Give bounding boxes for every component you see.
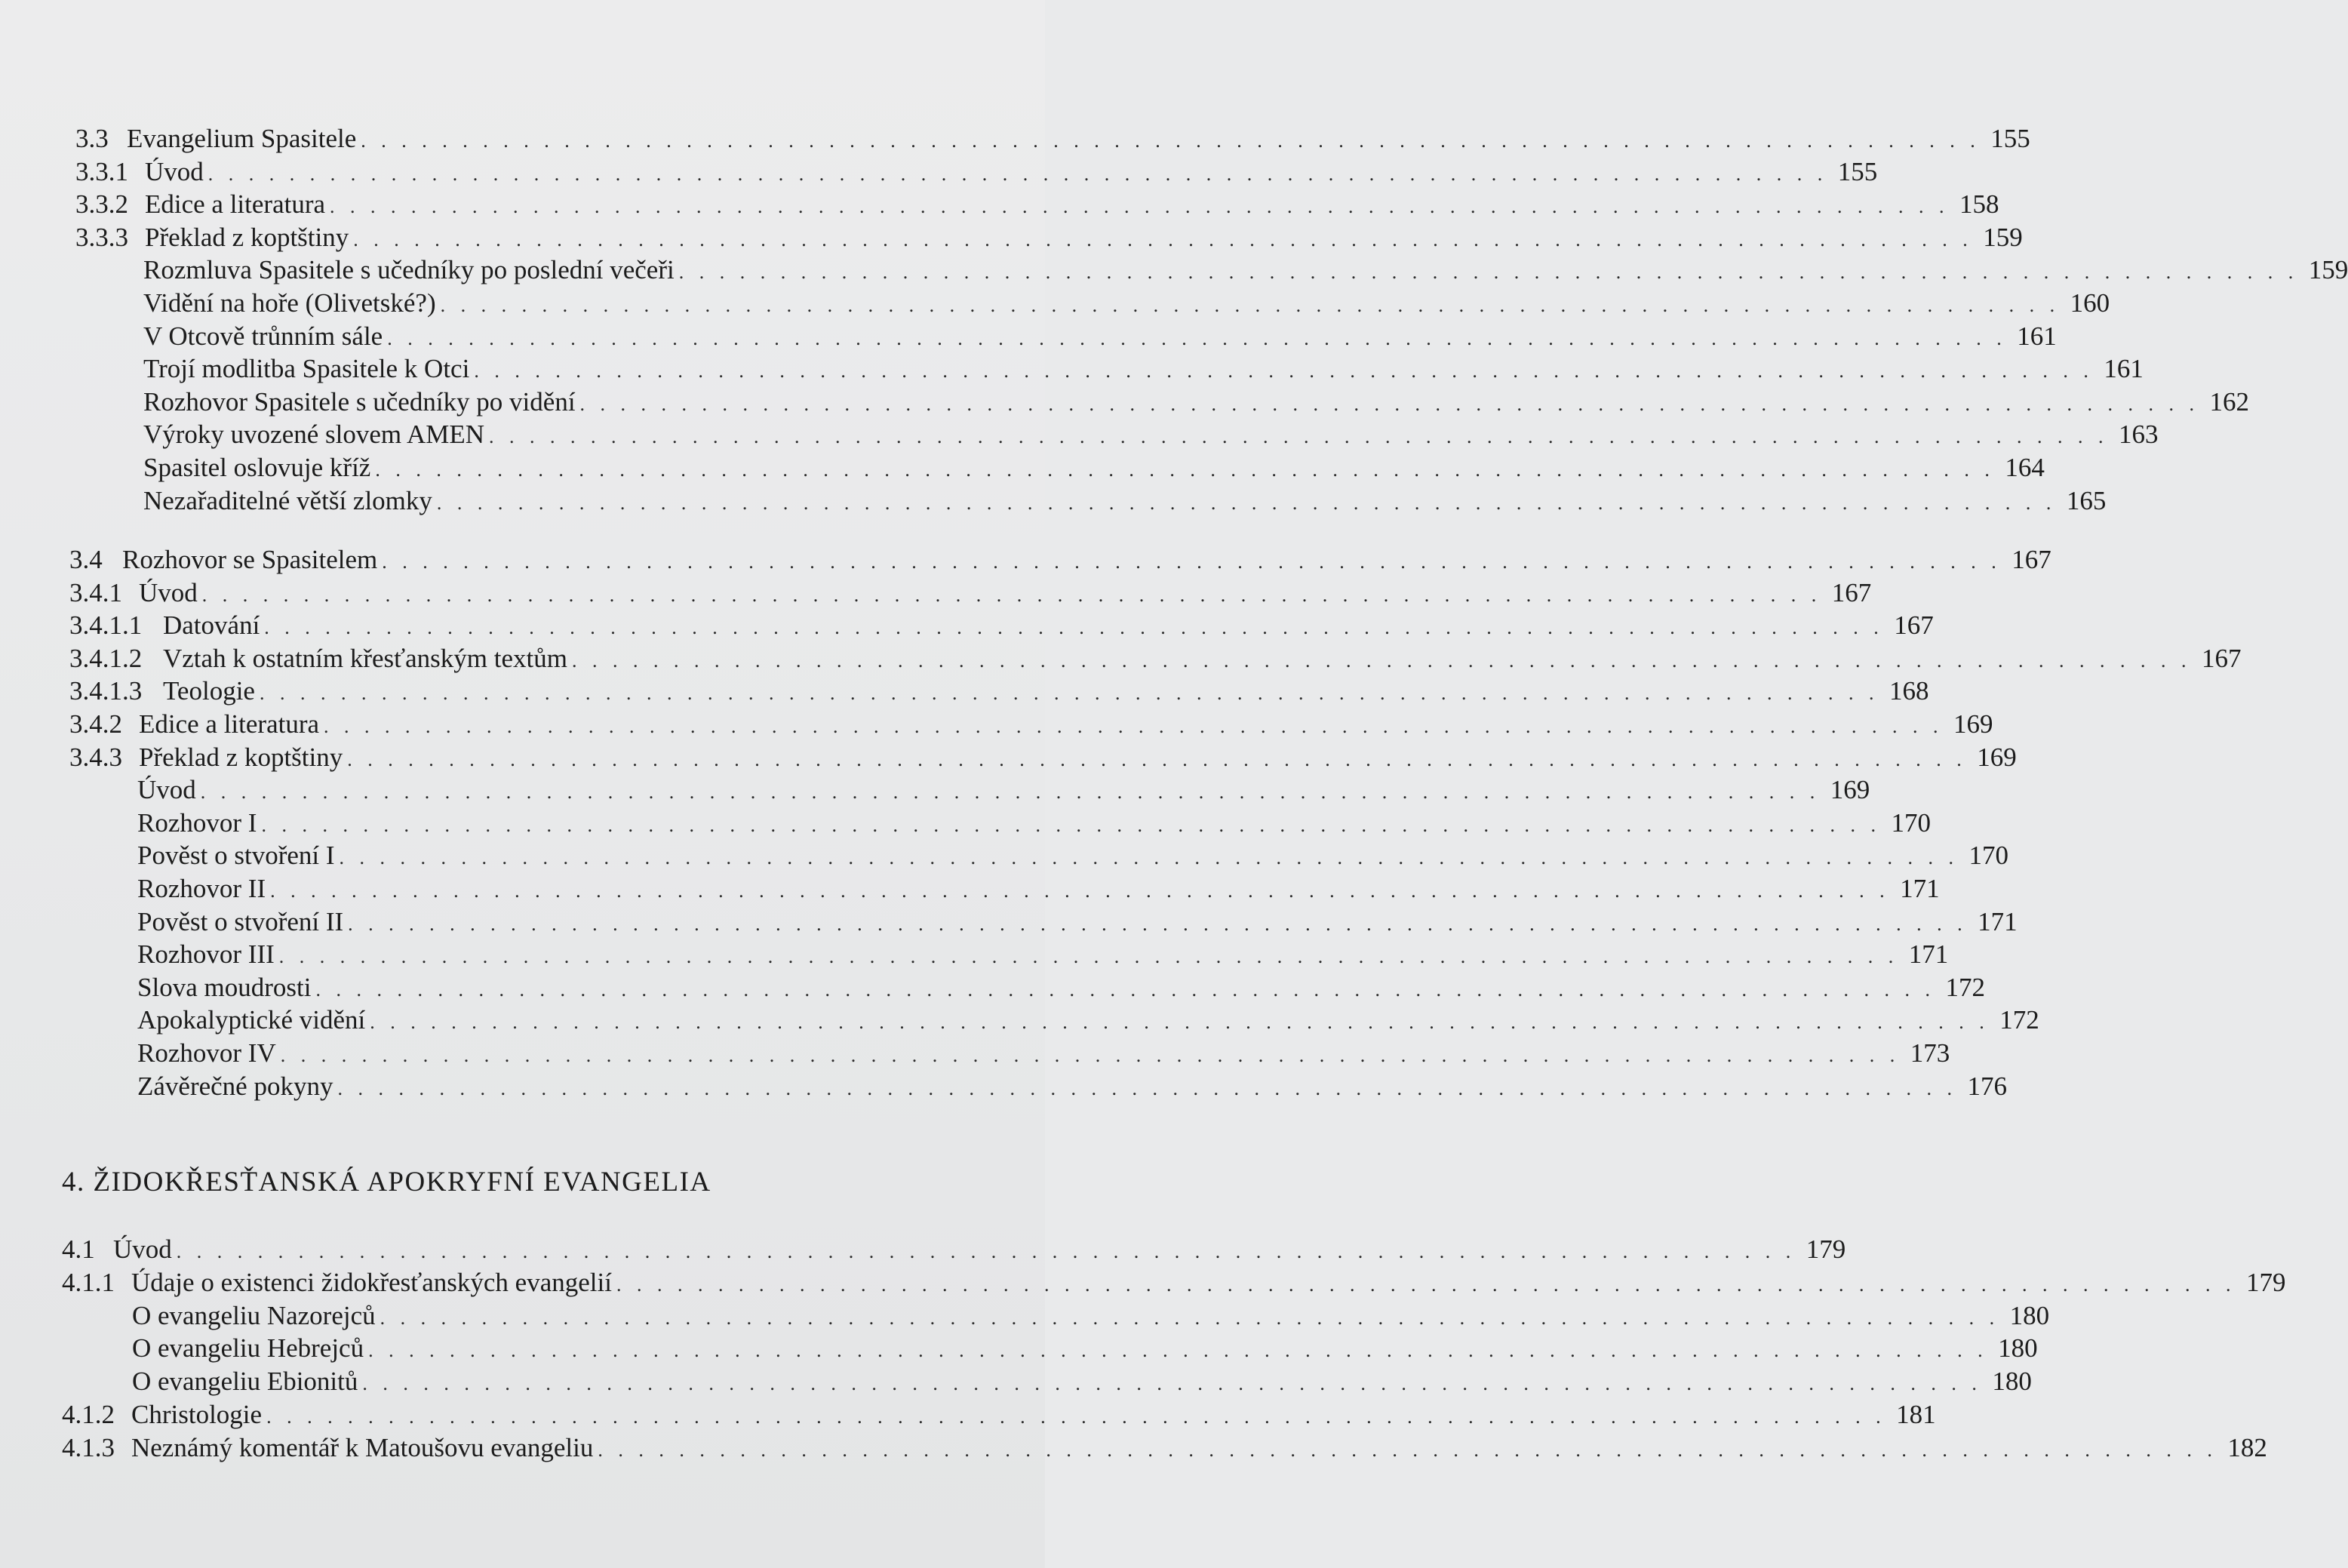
toc-entry xyxy=(143,450,2045,483)
dot-leader: . . . . . . . . . . . . . . . . . . . . . . . . . . . . . . . . . . . . . . . . . . . . . . . . . . . . . . . . . . . . . . . . . . . . . . . . . . . . . . . . xyxy=(201,584,1822,606)
dot-leader: . . . . . . . . . . . . . . . . . . . . . . . . . . . . . . . . . . . . . . . . . . . . . . . . . . . . . . . . . . . . . . . . . . . . . . . . . . . . . . . . xyxy=(380,1307,2000,1329)
dot-leader: . . . . . . . . . . . . . . . . . . . . . . . . . . . . . . . . . . . . . . . . . . . . . . . . . . . . . . . . . . . . . . . . . . . . . . . . . . . . . . . . xyxy=(259,682,1879,704)
dot-leader: . . . . . . . . . . . . . . . . . . . . . . . . . . . . . . . . . . . . . . . . . . . . . . . . . . . . . . . . . . . . . . . . . . . . . . . . . . . . . . . . xyxy=(270,880,1890,902)
entry-title: Slova moudrosti xyxy=(137,973,312,1002)
toc-entry xyxy=(137,936,1949,970)
dot-leader: . . . . . . . . . . . . . . . . . . . . . . . . . . . . . . . . . . . . . . . . . . . . . . . . . . . . . . . . . . . . . . . . . . . . . . . . . . . . . . . . xyxy=(207,163,1828,185)
entry-title: Překlad z koptštiny xyxy=(139,742,343,772)
entry-title: Rozhovor III xyxy=(137,939,275,969)
dot-leader: . . . . . . . . . . . . . . . . . . . . . . . . . . . . . . . . . . . . . . . . . . . . . . . . . . . . . . . . . . . . . . . . . . . . . . . . . . . . . . . . xyxy=(347,749,1967,770)
dot-leader: . . . . . . . . . . . . . . . . . . . . . . . . . . . . . . . . . . . . . . . . . . . . . . . . . . . . . . . . . . . . . . . . . . . . . . . . . . . . . . . . xyxy=(353,229,1973,251)
entry-page-number: 161 xyxy=(2104,354,2144,383)
toc-entry xyxy=(75,121,2030,154)
entry-page-number: 158 xyxy=(1959,189,1999,219)
entry-title: Výroky uvozené slovem AMEN xyxy=(143,420,485,449)
entry-number: 3.4.1.2 xyxy=(69,644,143,673)
entry-number: 3.3.3 xyxy=(75,223,128,252)
entry-title: V Otcově trůnním sále xyxy=(143,321,383,351)
toc-entry xyxy=(69,542,2051,575)
entry-page-number: 167 xyxy=(1831,578,1872,607)
entry-page-number: 162 xyxy=(2209,387,2250,417)
entry-page-number: 179 xyxy=(2245,1268,2286,1297)
chapter-heading: 4. ŽIDOKŘESŤANSKÁ APOKRYFNÍ EVANGELIA xyxy=(62,1167,711,1198)
entry-title: Pověst o stvoření I xyxy=(137,841,335,870)
entry-page-number: 180 xyxy=(1992,1367,2032,1396)
toc-entry xyxy=(69,673,1929,706)
entry-title: Rozmluva Spasitele s učedníky po poslední večeři xyxy=(143,255,675,284)
toc-entry xyxy=(75,186,1999,220)
entry-title: Teologie xyxy=(163,676,255,706)
entry-page-number: 173 xyxy=(1910,1038,1950,1068)
toc-entry xyxy=(143,285,2110,318)
toc-entry xyxy=(75,154,1878,187)
entry-number: 3.4 xyxy=(69,545,103,574)
toc-entry xyxy=(137,772,1870,805)
entry-title: Úvod xyxy=(137,775,196,804)
entry-title: Evangelium Spasitele xyxy=(127,124,357,153)
entry-page-number: 170 xyxy=(1891,808,1931,838)
entry-page-number: 167 xyxy=(2011,545,2051,574)
toc-entry xyxy=(62,1397,1936,1430)
entry-title: Edice a literatura xyxy=(145,189,326,219)
toc-entry xyxy=(132,1298,2050,1331)
entry-page-number: 155 xyxy=(1837,157,1878,186)
entry-page-number: 167 xyxy=(1894,610,1934,640)
entry-number: 4.1.2 xyxy=(62,1400,115,1429)
entry-title: Vidění na hoře (Olivetské?) xyxy=(143,288,436,318)
toc-entry xyxy=(69,739,2017,773)
toc-entry xyxy=(137,1068,2007,1102)
entry-number: 4.1.1 xyxy=(62,1268,115,1297)
entry-number: 3.4.1 xyxy=(69,578,122,607)
dot-leader: . . . . . . . . . . . . . . . . . . . . . . . . . . . . . . . . . . . . . . . . . . . . . . . . . . . . . . . . . . . . . . . . . . . . . . . . . . . . . . . . xyxy=(375,459,1995,481)
toc-entry xyxy=(137,805,1931,838)
entry-number: 3.3 xyxy=(75,124,109,153)
toc-entry xyxy=(69,575,1872,608)
toc-entry xyxy=(132,1330,2038,1364)
toc-entry xyxy=(69,706,1993,739)
toc-entry xyxy=(75,220,2023,253)
dot-leader: . . . . . . . . . . . . . . . . . . . . . . . . . . . . . . . . . . . . . . . . . . . . . . . . . . . . . . . . . . . . . . . . . . . . . . . . . . . . . . . . xyxy=(362,1373,1982,1394)
entry-title: O evangeliu Nazorejců xyxy=(132,1301,376,1330)
entry-page-number: 180 xyxy=(2009,1301,2050,1330)
entry-page-number: 169 xyxy=(1953,709,1993,739)
toc-entry xyxy=(143,351,2144,384)
entry-page-number: 182 xyxy=(2227,1433,2267,1462)
entry-title: Pověst o stvoření II xyxy=(137,907,344,936)
dot-leader: . . . . . . . . . . . . . . . . . . . . . . . . . . . . . . . . . . . . . . . . . . . . . . . . . . . . . . . . . . . . . . . . . . . . . . . . . . . . . . . . xyxy=(370,1011,1990,1033)
entry-title: O evangeliu Ebionitů xyxy=(132,1367,358,1396)
entry-title: Christologie xyxy=(131,1400,263,1429)
entry-title: Edice a literatura xyxy=(139,709,320,739)
toc-entry xyxy=(143,318,2057,352)
entry-page-number: 164 xyxy=(2005,453,2045,482)
dot-leader: . . . . . . . . . . . . . . . . . . . . . . . . . . . . . . . . . . . . . . . . . . . . . . . . . . . . . . . . . . . . . . . . . . . . . . . . . . . . . . . . xyxy=(571,650,2192,672)
entry-number: 4.1 xyxy=(62,1234,95,1264)
entry-title: Úvod xyxy=(139,578,198,607)
entry-title: Datování xyxy=(163,610,260,640)
dot-leader: . . . . . . . . . . . . . . . . . . . . . . . . . . . . . . . . . . . . . . . . . . . . . . . . . . . . . . . . . . . . . . . . . . . . . . . . . . . . . . . . xyxy=(616,1274,2236,1296)
dot-leader: . . . . . . . . . . . . . . . . . . . . . . . . . . . . . . . . . . . . . . . . . . . . . . . . . . . . . . . . . . . . . . . . . . . . . . . . . . . . . . . . xyxy=(324,715,1944,737)
dot-leader: . . . . . . . . . . . . . . . . . . . . . . . . . . . . . . . . . . . . . . . . . . . . . . . . . . . . . . . . . . . . . . . . . . . . . . . . . . . . . . . . xyxy=(361,130,1981,152)
entry-page-number: 172 xyxy=(1999,1005,2039,1035)
entry-title: Spasitel oslovuje kříž xyxy=(143,453,371,482)
dot-leader: . . . . . . . . . . . . . . . . . . . . . . . . . . . . . . . . . . . . . . . . . . . . . . . . . . . . . . . . . . . . . . . . . . . . . . . . . . . . . . . . xyxy=(382,551,2002,573)
toc-entry xyxy=(143,252,2348,285)
toc-entry xyxy=(143,384,2250,417)
dot-leader: . . . . . . . . . . . . . . . . . . . . . . . . . . . . . . . . . . . . . . . . . . . . . . . . . . . . . . . . . . . . . . . . . . . . . . . . . . . . . . . . xyxy=(200,781,1821,803)
entry-number: 3.4.2 xyxy=(69,709,122,739)
entry-title: Nezařaditelné větší zlomky xyxy=(143,486,432,515)
entry-page-number: 179 xyxy=(1806,1234,1846,1264)
dot-leader: . . . . . . . . . . . . . . . . . . . . . . . . . . . . . . . . . . . . . . . . . . . . . . . . . . . . . . . . . . . . . . . . . . . . . . . . . . . . . . . . xyxy=(678,261,2299,283)
entry-page-number: 167 xyxy=(2201,644,2242,673)
entry-title: Rozhovor se Spasitelem xyxy=(122,545,378,574)
entry-title: Neznámý komentář k Matoušovu evangeliu xyxy=(131,1433,594,1462)
entry-page-number: 163 xyxy=(2119,420,2159,449)
dot-leader: . . . . . . . . . . . . . . . . . . . . . . . . . . . . . . . . . . . . . . . . . . . . . . . . . . . . . . . . . . . . . . . . . . . . . . . . . . . . . . . . xyxy=(348,913,1968,935)
entry-number: 3.4.3 xyxy=(69,742,122,772)
dot-leader: . . . . . . . . . . . . . . . . . . . . . . . . . . . . . . . . . . . . . . . . . . . . . . . . . . . . . . . . . . . . . . . . . . . . . . . . . . . . . . . . xyxy=(387,327,2007,349)
entry-page-number: 160 xyxy=(2070,288,2110,318)
dot-leader: . . . . . . . . . . . . . . . . . . . . . . . . . . . . . . . . . . . . . . . . . . . . . . . . . . . . . . . . . . . . . . . . . . . . . . . . . . . . . . . . xyxy=(176,1241,1796,1262)
toc-entry xyxy=(137,1035,1950,1068)
dot-leader: . . . . . . . . . . . . . . . . . . . . . . . . . . . . . . . . . . . . . . . . . . . . . . . . . . . . . . . . . . . . . . . . . . . . . . . . . . . . . . . . xyxy=(264,616,1884,638)
entry-page-number: 171 xyxy=(1908,939,1949,969)
dot-leader: . . . . . . . . . . . . . . . . . . . . . . . . . . . . . . . . . . . . . . . . . . . . . . . . . . . . . . . . . . . . . . . . . . . . . . . . . . . . . . . . xyxy=(315,979,1935,1001)
entry-title: Rozhovor Spasitele s učedníky po vidění xyxy=(143,387,576,417)
entry-title: Rozhovor IV xyxy=(137,1038,276,1068)
entry-title: Úvod xyxy=(145,157,204,186)
toc-entry xyxy=(137,970,1985,1003)
dot-leader: . . . . . . . . . . . . . . . . . . . . . . . . . . . . . . . . . . . . . . . . . . . . . . . . . . . . . . . . . . . . . . . . . . . . . . . . . . . . . . . . xyxy=(474,360,2094,382)
dot-leader: . . . . . . . . . . . . . . . . . . . . . . . . . . . . . . . . . . . . . . . . . . . . . . . . . . . . . . . . . . . . . . . . . . . . . . . . . . . . . . . . xyxy=(337,1078,1957,1099)
entry-title: Rozhovor I xyxy=(137,808,257,838)
entry-page-number: 171 xyxy=(1900,874,1940,903)
dot-leader: . . . . . . . . . . . . . . . . . . . . . . . . . . . . . . . . . . . . . . . . . . . . . . . . . . . . . . . . . . . . . . . . . . . . . . . . . . . . . . . . xyxy=(436,492,2057,514)
entry-number: 3.3.2 xyxy=(75,189,128,219)
toc-entry xyxy=(143,483,2107,516)
dot-leader: . . . . . . . . . . . . . . . . . . . . . . . . . . . . . . . . . . . . . . . . . . . . . . . . . . . . . . . . . . . . . . . . . . . . . . . . . . . . . . . . xyxy=(330,195,1950,217)
dot-leader: . . . . . . . . . . . . . . . . . . . . . . . . . . . . . . . . . . . . . . . . . . . . . . . . . . . . . . . . . . . . . . . . . . . . . . . . . . . . . . . . xyxy=(579,393,2200,415)
entry-page-number: 165 xyxy=(2066,486,2107,515)
entry-page-number: 169 xyxy=(1977,742,2017,772)
toc-entry xyxy=(137,871,1940,904)
toc-entry xyxy=(137,904,2018,937)
entry-title: Rozhovor II xyxy=(137,874,266,903)
toc-entry xyxy=(137,1002,2039,1035)
toc-entry xyxy=(137,838,2009,871)
entry-page-number: 169 xyxy=(1830,775,1870,804)
entry-title: Vztah k ostatním křesťanským textům xyxy=(163,644,567,673)
entry-page-number: 168 xyxy=(1889,676,1929,706)
entry-number: 3.4.1.3 xyxy=(69,676,143,706)
entry-number: 3.4.1.1 xyxy=(69,610,143,640)
entry-page-number: 155 xyxy=(1990,124,2030,153)
toc-entry xyxy=(132,1364,2032,1397)
entry-title: Trojí modlitba Spasitele k Otci xyxy=(143,354,470,383)
toc-entry xyxy=(143,417,2159,450)
entry-page-number: 161 xyxy=(2017,321,2057,351)
entry-title: Apokalyptické vidění xyxy=(137,1005,366,1035)
entry-page-number: 176 xyxy=(1967,1071,2007,1101)
toc-entry xyxy=(62,1231,1846,1265)
dot-leader: . . . . . . . . . . . . . . . . . . . . . . . . . . . . . . . . . . . . . . . . . . . . . . . . . . . . . . . . . . . . . . . . . . . . . . . . . . . . . . . . xyxy=(489,426,2109,447)
entry-page-number: 171 xyxy=(1978,907,2018,936)
toc-entry xyxy=(69,641,2242,674)
entry-title: O evangeliu Hebrejců xyxy=(132,1333,364,1363)
dot-leader: . . . . . . . . . . . . . . . . . . . . . . . . . . . . . . . . . . . . . . . . . . . . . . . . . . . . . . . . . . . . . . . . . . . . . . . . . . . . . . . . xyxy=(261,814,1881,836)
toc-entry xyxy=(62,1265,2286,1298)
dot-leader: . . . . . . . . . . . . . . . . . . . . . . . . . . . . . . . . . . . . . . . . . . . . . . . . . . . . . . . . . . . . . . . . . . . . . . . . . . . . . . . . xyxy=(278,945,1899,967)
dot-leader: . . . . . . . . . . . . . . . . . . . . . . . . . . . . . . . . . . . . . . . . . . . . . . . . . . . . . . . . . . . . . . . . . . . . . . . . . . . . . . . . xyxy=(598,1439,2217,1461)
dot-leader: . . . . . . . . . . . . . . . . . . . . . . . . . . . . . . . . . . . . . . . . . . . . . . . . . . . . . . . . . . . . . . . . . . . . . . . . . . . . . . . . xyxy=(368,1339,1988,1361)
entry-title: Úvod xyxy=(113,1234,172,1264)
entry-page-number: 172 xyxy=(1945,973,1985,1002)
dot-leader: . . . . . . . . . . . . . . . . . . . . . . . . . . . . . . . . . . . . . . . . . . . . . . . . . . . . . . . . . . . . . . . . . . . . . . . . . . . . . . . . xyxy=(280,1044,1901,1066)
dot-leader: . . . . . . . . . . . . . . . . . . . . . . . . . . . . . . . . . . . . . . . . . . . . . . . . . . . . . . . . . . . . . . . . . . . . . . . . . . . . . . . . xyxy=(440,294,2061,316)
entry-title: Závěrečné pokyny xyxy=(137,1071,333,1101)
entry-page-number: 159 xyxy=(1983,223,2023,252)
entry-title: Překlad z koptštiny xyxy=(145,223,349,252)
entry-title: Údaje o existenci židokřesťanských evangelií xyxy=(131,1268,612,1297)
entry-page-number: 181 xyxy=(1896,1400,1936,1429)
entry-page-number: 180 xyxy=(1998,1333,2038,1363)
entry-page-number: 170 xyxy=(1968,841,2009,870)
dot-leader: . . . . . . . . . . . . . . . . . . . . . . . . . . . . . . . . . . . . . . . . . . . . . . . . . . . . . . . . . . . . . . . . . . . . . . . . . . . . . . . . xyxy=(266,1406,1886,1428)
entry-number: 3.3.1 xyxy=(75,157,128,186)
toc-entry xyxy=(62,1430,2267,1463)
entry-number: 4.1.3 xyxy=(62,1433,115,1462)
toc-entry xyxy=(69,607,1934,641)
dot-leader: . . . . . . . . . . . . . . . . . . . . . . . . . . . . . . . . . . . . . . . . . . . . . . . . . . . . . . . . . . . . . . . . . . . . . . . . . . . . . . . . xyxy=(339,847,1959,869)
entry-page-number: 159 xyxy=(2308,255,2348,284)
